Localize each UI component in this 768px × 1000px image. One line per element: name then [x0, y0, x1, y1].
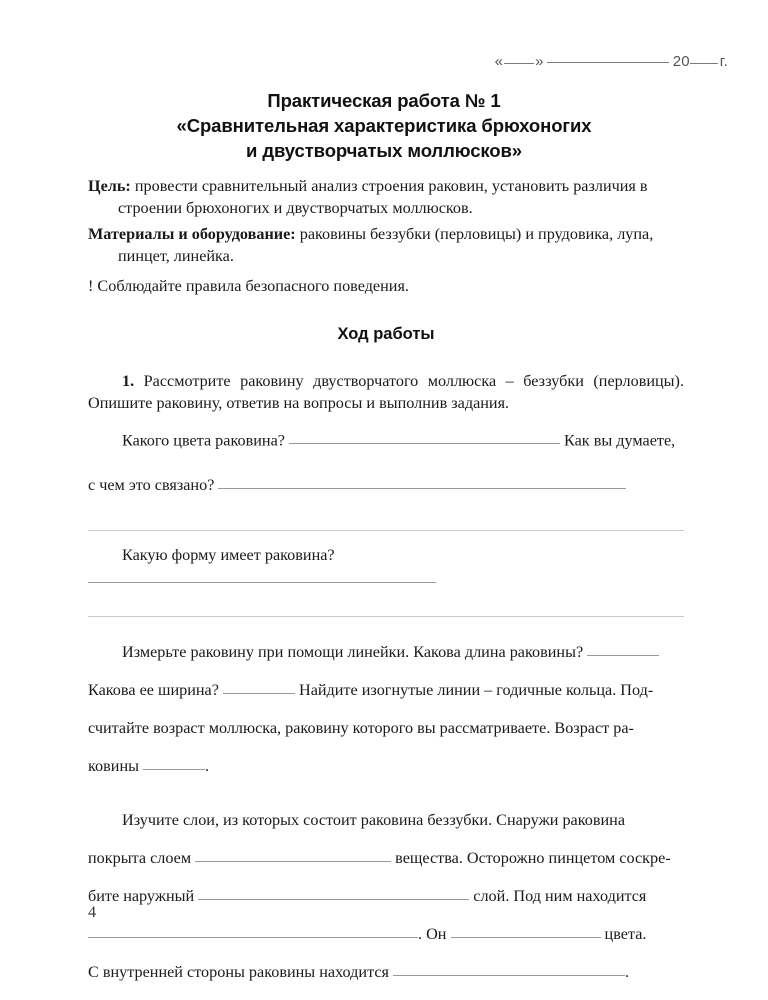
layers-block — [88, 801, 684, 991]
scrape-line — [88, 877, 684, 915]
layers-substance-text: вещества. Осторожно пинцетом соскре- — [395, 849, 671, 868]
scrape-layer-text: слой. Под ним находится — [473, 887, 647, 906]
answer-blank-reason[interactable] — [218, 473, 626, 489]
layers-intro-line: Изучите слои, из которых состоит раковина беззубки. Снаружи раковина — [122, 811, 626, 830]
layers-covered-label: покрыта слоем — [88, 849, 192, 868]
year-suffix: г. — [719, 53, 728, 70]
scrape-label: бите наружный — [88, 887, 195, 906]
date-header — [495, 53, 728, 70]
page-title — [88, 88, 680, 163]
question-reason-label: с чем это связано? — [88, 475, 215, 494]
layers-covered-line — [88, 839, 684, 877]
rings-text: Найдите изогнутые линии – годичные кольца. Под- — [299, 681, 654, 700]
quote-open: « — [494, 53, 504, 70]
materials-text: раковины беззубки (перловицы) и прудовика, лупа, пинцет, линейка. — [118, 225, 654, 265]
answer-blank-inner[interactable] — [393, 960, 625, 976]
answer-rule-2[interactable] — [88, 616, 684, 617]
width-line — [88, 671, 684, 709]
question-color — [88, 428, 684, 452]
answer-blank-substance[interactable] — [195, 846, 391, 862]
year-blank[interactable] — [690, 63, 718, 64]
answer-blank-age[interactable] — [143, 754, 205, 770]
day-blank[interactable] — [504, 63, 534, 64]
materials-paragraph — [88, 224, 684, 267]
answer-blank-length[interactable] — [587, 640, 659, 656]
measure-intro-line — [88, 633, 684, 671]
task-1 — [88, 371, 684, 414]
age-answer-line — [88, 747, 684, 785]
question-color-followup: Как вы думаете, — [564, 431, 676, 450]
answer-rule-1[interactable] — [88, 530, 684, 531]
answer-blank-outer-layer[interactable] — [198, 884, 469, 900]
document-body — [88, 176, 684, 991]
year-prefix: 20 — [672, 53, 690, 70]
answer-blank-shape[interactable] — [88, 566, 436, 582]
safety-note: ! Соблюдайте правила безопасного поведения. — [88, 277, 409, 295]
age-period: . — [205, 757, 210, 776]
task-1-number: 1. — [122, 372, 135, 390]
answer-blank-color[interactable] — [289, 428, 560, 444]
inner-period: . — [625, 963, 630, 982]
month-blank[interactable] — [547, 62, 669, 63]
answer-rule-row-2 — [88, 616, 684, 617]
goal-label: Цель: — [88, 177, 131, 195]
measure-intro-text: Измерьте раковину при помощи линейки. Какова длина раковины? — [122, 643, 584, 662]
question-reason — [88, 466, 684, 504]
width-label: Какова ее ширина? — [88, 681, 219, 700]
inner-label: С внутренней стороны раковины находится — [88, 963, 389, 982]
goal-text: провести сравнительный анализ строения раковин, установить различия в строении брюхоногих и двустворчатых моллюсков. — [118, 177, 648, 217]
under-color-text: цвета. — [604, 925, 647, 944]
title-line-1: Практическая работа № 1 — [267, 90, 501, 111]
answer-blank-under[interactable] — [88, 922, 418, 938]
question-shape — [88, 545, 684, 590]
under-line — [88, 915, 684, 953]
answer-blank-width[interactable] — [223, 678, 295, 694]
age-line: считайте возраст моллюска, раковину которого вы рассматриваете. Возраст ра- — [88, 719, 634, 738]
task-1-line-2: Опишите раковину, ответив на вопросы и выполнив задания. — [88, 393, 510, 412]
page-number: 4 — [88, 903, 97, 921]
quote-close: » — [535, 53, 544, 70]
under-period: . Он — [418, 925, 447, 944]
question-color-label: Какого цвета раковина? — [122, 431, 285, 450]
answer-blank-under-color[interactable] — [451, 922, 601, 938]
section-heading: Ход работы — [337, 324, 435, 343]
answer-rule-row-1 — [88, 530, 684, 531]
title-line-2: «Сравнительная характеристика брюхоногих — [176, 115, 592, 136]
inner-line — [88, 953, 684, 991]
title-line-3: и двустворчатых моллюсков» — [246, 140, 522, 161]
task-1-line-1: Рассмотрите раковину двустворчатого моллюска – беззубки (перловицы). — [143, 372, 684, 390]
measurement-block — [88, 633, 684, 785]
age-label: ковины — [88, 757, 139, 776]
goal-paragraph — [88, 176, 684, 219]
question-shape-label: Какую форму имеет раковина? — [122, 545, 335, 564]
materials-label: Материалы и оборудование: — [88, 225, 296, 243]
